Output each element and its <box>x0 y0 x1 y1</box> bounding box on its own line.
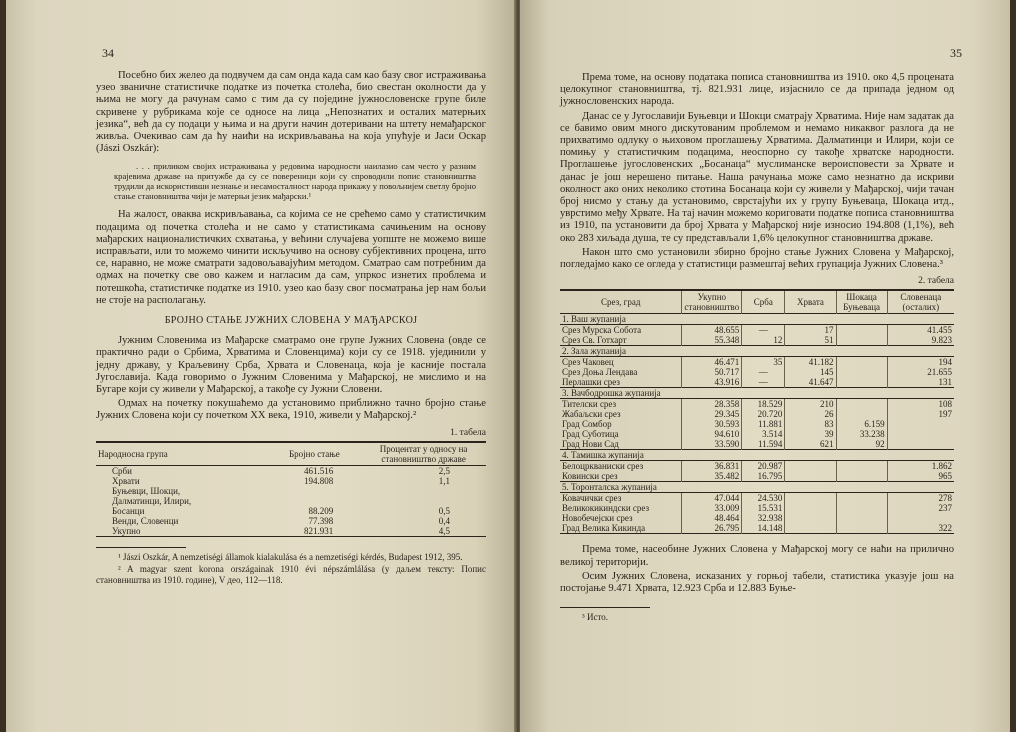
paragraph: Према томе, насеобине Јужних Словена у Мађарској могу се наћи на прилично великој територији. <box>560 544 954 568</box>
table-cell: 30.593 <box>682 419 742 429</box>
table-cell: 47.044 <box>682 493 742 504</box>
table-header: Срез, град <box>560 290 682 314</box>
table-cell: 21.655 <box>927 367 952 378</box>
page-number-left: 34 <box>102 46 114 60</box>
table-cell: 94.610 <box>682 429 742 439</box>
table-cell: 965 <box>938 471 952 482</box>
table-cell <box>785 513 836 523</box>
footnote-divider <box>96 547 186 548</box>
table-cell: Срби <box>112 465 132 476</box>
table-cell: 77.398 <box>308 515 334 526</box>
table-cell <box>887 429 954 439</box>
table-header: Бројно стање <box>289 448 340 459</box>
table-cell: 12 <box>742 335 785 346</box>
table-cell: 821.931 <box>303 525 334 536</box>
table-section-row <box>560 346 954 357</box>
table-cell <box>836 513 887 523</box>
table-cell: Срез Св. Готхарт <box>560 335 682 346</box>
table-cell: — <box>742 325 785 336</box>
table-cell: Укупно <box>112 525 141 536</box>
table-cell: 35.482 <box>682 471 742 482</box>
table-cell: 33.009 <box>682 503 742 513</box>
table-cell: 194.808 <box>303 475 334 486</box>
table-cell: 14.148 <box>742 523 785 534</box>
table-cell <box>361 486 486 496</box>
table-header: Шокаца Буњеваца <box>836 290 887 314</box>
footnote: ² A magyar szent korona országainak 1910 évi népszámlálása (у даљем тексту: Попис становништва из 1910. године), V део, 112—118. <box>96 564 486 585</box>
left-page-body <box>96 70 486 587</box>
table-section-title: 4. Тамишка жупанија <box>560 450 954 461</box>
table-cell: 83 <box>785 419 836 429</box>
table-cell: 41.182 <box>785 357 836 368</box>
table-cell: 237 <box>938 503 952 514</box>
table-cell <box>836 523 887 534</box>
table-cell: 43.916 <box>682 377 742 388</box>
table-cell: Срез Чаковец <box>560 357 682 368</box>
table-cell <box>887 419 954 429</box>
table-cell: 41.455 <box>927 325 952 336</box>
table-cell: 194 <box>938 357 952 368</box>
table-cell <box>836 503 887 513</box>
table-header: Народносна група <box>98 448 168 459</box>
table-header: Хрвата <box>785 290 836 314</box>
right-page <box>520 0 1016 732</box>
table-cell <box>836 493 887 504</box>
table-cell: Великокикиндски срез <box>560 503 682 513</box>
table-cell: 55.348 <box>682 335 742 346</box>
table-cell: 2,5 <box>438 465 450 476</box>
table-cell <box>836 471 887 482</box>
table-cell <box>836 335 887 346</box>
table-cell <box>268 496 362 506</box>
paragraph: Одмах на почетку покушаћемо да установимо приближно тачно бројно стање Јужних Словена који су почетком XX века, 1910, живели у Мађарској.² <box>96 398 486 422</box>
footnote: ³ Исто. <box>582 612 609 623</box>
table-cell: Град Сомбор <box>560 419 682 429</box>
table-cell: 197 <box>938 409 952 420</box>
table-section-title: 3. Вачбодрошка жупанија <box>560 388 954 399</box>
table-cell: 39 <box>785 429 836 439</box>
table-cell: 48.464 <box>682 513 742 523</box>
table-cell: 51 <box>785 335 836 346</box>
table-cell: 0,4 <box>438 515 450 526</box>
table-cell: 621 <box>785 439 836 450</box>
table-cell: Град Нови Сад <box>560 439 682 450</box>
table-cell <box>785 523 836 534</box>
table-cell: 48.655 <box>682 325 742 336</box>
table-cell: Тителски срез <box>560 399 682 410</box>
table-cell: 35 <box>742 357 785 368</box>
table-cell: Град Велика Кикинда <box>560 523 682 534</box>
table-cell: Хрвати <box>112 475 140 486</box>
table-header: Словенаца (осталих) <box>900 292 942 313</box>
table-row <box>560 335 954 346</box>
table-cell: 24.530 <box>742 493 785 504</box>
table-cell: 145 <box>785 367 836 377</box>
table-cell: Босанци <box>112 505 145 516</box>
table-header: Процентат у односу на становништво државе <box>379 443 468 464</box>
footnote-divider <box>560 607 650 608</box>
table-cell: Буњевци, Шокци, <box>112 485 181 496</box>
table-cell <box>785 503 836 513</box>
table-2 <box>560 289 954 534</box>
table-cell: Венди, Словенци <box>112 515 179 526</box>
page-number-right: 35 <box>950 46 962 60</box>
table-cell: 461.516 <box>303 465 334 476</box>
table-cell: 6.159 <box>836 419 887 429</box>
paragraph: Након што смо установили збирно бројно стање Јужних Словена у Мађарској, погледајмо како се огледа у статистици размештај већих групација Јужних Словена.³ <box>560 246 954 271</box>
table-cell <box>836 325 887 336</box>
paragraph: Осим Јужних Словена, исказаних у горњој табели, статистика указује још на постојање 9.471 Хрвата, 12.923 Срба и 12.883 Буње- <box>560 570 954 595</box>
table-cell: 1.862 <box>931 461 952 472</box>
table-cell: 9.823 <box>931 335 952 346</box>
table-row <box>560 513 954 523</box>
table-row <box>560 357 954 368</box>
table-cell: Новобечејски срез <box>560 513 682 523</box>
table-row <box>560 503 954 513</box>
table-cell: 278 <box>938 493 952 504</box>
table-cell: Далматинци, Илири, <box>112 495 192 506</box>
table-cell: 4,5 <box>438 525 450 536</box>
table-cell <box>785 461 836 472</box>
table-row <box>560 325 954 336</box>
table-cell: Перлашки срез <box>560 377 682 388</box>
table-section-title: 5. Торонталска жупанија <box>560 482 954 493</box>
table-row <box>560 367 954 377</box>
paragraph: Према томе, на основу података пописа становништва из 1910. око 4,5 процената целокупног становништва, тј. 821.931 лице, изјаснило се да припада једном од јужнословенских народа. <box>560 72 954 108</box>
table-row <box>560 493 954 504</box>
table-cell: 32.938 <box>742 513 785 523</box>
table-1 <box>96 441 486 537</box>
table-caption: 1. табела <box>450 427 486 438</box>
table-cell: 11.881 <box>742 419 785 429</box>
table-cell: 26.795 <box>682 523 742 534</box>
table-cell: 11.594 <box>742 439 785 450</box>
table-cell <box>887 513 954 523</box>
table-header: Срба <box>742 290 785 314</box>
paragraph: Посебно бих желео да подвучем да сам онда када сам као базу свог истраживања узео званичне статистичке податке из почетка столећа, био свестан околности да у њима не могу да рачунам само с тим да су поједине јужнословенске групе биле скривене у рубрикама које се односе на лица „Непознатих и осталих матерњих језика“, већ да су подаци у њима и на други начин дотеривани на штету немађарског живља. Очекивао сам да ћу наићи на искривљавања на која упућује и Јаси Оскар (Jászi Oszkár): <box>96 70 486 155</box>
table-cell: 26 <box>785 409 836 419</box>
paragraph: На жалост, оваква искривљавања, са којима се не срећемо само у статистичким подацима од почетка столећа и не само у статистикама сачињеним на основу мађарских националистичких схватања, у већини случајева уопште не можемо више исправљати, или то можемо чинити искључиво на основу субјективних процена, што се, наравно, не може сматрати задовољавајућим методом. Сматрао сам потребним да одмах на почетку све ово кажем и нагласим да сам, упркос изнетих проблема и потешкоћа, статистичке податке из 1910. узео као базу свог посматрања јер нам бољи не стоје на располагању. <box>96 209 486 306</box>
table-1-body <box>96 465 486 536</box>
table-cell: 20.720 <box>742 409 785 419</box>
table-section-title: 1. Ваш жупанија <box>560 314 954 325</box>
table-row <box>560 399 954 410</box>
table-section-row <box>560 314 954 325</box>
table-cell: Жабаљски срез <box>560 409 682 419</box>
table-cell: 18.529 <box>742 399 785 410</box>
table-cell <box>836 409 887 419</box>
table-cell: 108 <box>938 399 952 410</box>
right-page-body <box>560 72 954 625</box>
block-quote: . . . приликом својих истраживања у редовима народности наилазио сам често у разним крајевима државе на притужбе да су се повереници који су спроводили попис становништва трудили да искористивши незнање и несамосталност народа прикажу у повољнијем светлу бројно стање становништва чији је матерњи језик мађарски.¹ <box>114 161 476 202</box>
table-row <box>560 471 954 482</box>
paragraph: Данас се у Југославији Буњевци и Шокци сматрају Хрватима. Није нам задатак да се бавимо овим много дискутованим проблемом и немамо никаквог разлога да не прихватимо одлуку о њиховом проглашењу Хрватима. Далматинци и Илири, који се помињу у статистичким подацима, неоспорно су такође хрватске народности. Проглашење југословенских „Босанаца“ муслиманске вероисповести за Хрвате и данас је још нерешено питање. Наша рачунања може само незнатно да искриви околност ако оних неколико стотина Босанаца који су живели у Мађарској, чији тачан број нисмо у стању да установимо, сврстајући их у групу Буњеваца, Шокаца итд., уврстимо међу Хрвате. На тај начин можемо кориговати податке пописа становништва из 1910, па установити да број Хрвата у Мађарској није износио 194.808 (1,1%), већ око 283 хиљада душа, те су представљали 1,6% целокупног становништва државе. <box>560 110 954 244</box>
table-row <box>560 523 954 534</box>
table-cell: Ковински срез <box>560 471 682 482</box>
table-cell: Срез Доња Лендава <box>560 367 682 377</box>
footnote: ¹ Jászi Oszkár, A nemzetiségi államok kialakulása és a nemzetiségi kérdés, Budapest 1912, 395. <box>118 551 463 562</box>
table-row <box>560 461 954 472</box>
table-header: Укупно становништво <box>682 290 742 314</box>
paragraph: Јужним Словенима из Мађарске сматрамо оне групе Јужних Словена (овде се практично ради о Србима, Хрватима и Словенцима) који су се 1918. ујединили у једну државу, у Краљевину Срба, Хрвата и Словенаца, која је касније постала Југославија. Када говоримо о Јужним Словенима у Мађарској, не мислимо и на Бугаре који су живели у Мађарској, а такође су Јужни Словени. <box>96 335 486 396</box>
table-cell: — <box>742 377 785 388</box>
table-cell: 88.209 <box>308 505 334 516</box>
table-cell <box>836 399 887 410</box>
table-cell <box>887 439 954 450</box>
table-cell: 322 <box>938 523 952 534</box>
table-section-row <box>560 450 954 461</box>
table-cell: 17 <box>785 325 836 336</box>
table-cell: 1,1 <box>438 475 450 486</box>
table-cell: — <box>742 367 785 377</box>
table-row <box>96 465 486 476</box>
table-cell: Град Суботица <box>560 429 682 439</box>
table-cell <box>836 357 887 368</box>
table-cell: 131 <box>938 377 952 388</box>
table-cell <box>836 461 887 472</box>
table-2-body <box>560 314 954 534</box>
table-cell: 3.514 <box>742 429 785 439</box>
table-row <box>560 439 954 450</box>
table-cell: 28.358 <box>682 399 742 410</box>
table-cell <box>785 493 836 504</box>
table-cell: 0,5 <box>438 505 450 516</box>
table-row <box>560 429 954 439</box>
table-row <box>96 476 486 486</box>
table-row <box>96 486 486 496</box>
table-cell: 20.987 <box>742 461 785 472</box>
table-cell: 92 <box>836 439 887 450</box>
table-row <box>96 516 486 526</box>
table-cell: 50.717 <box>682 367 742 377</box>
table-cell <box>836 367 887 377</box>
table-cell: 33.238 <box>836 429 887 439</box>
table-cell <box>268 486 362 496</box>
table-cell: 210 <box>785 399 836 410</box>
table-row <box>96 496 486 506</box>
table-cell: 16.795 <box>742 471 785 482</box>
table-cell: 36.831 <box>682 461 742 472</box>
table-cell <box>785 471 836 482</box>
table-cell: 15.531 <box>742 503 785 513</box>
table-cell <box>361 496 486 506</box>
table-section-title: 2. Зала жупанија <box>560 346 954 357</box>
section-heading: БРОЈНО СТАЊЕ ЈУЖНИХ СЛОВЕНА У МАЂАРСКОЈ <box>164 315 418 327</box>
table-cell: 33.590 <box>682 439 742 450</box>
table-section-row <box>560 388 954 399</box>
table-caption: 2. табела <box>918 276 954 287</box>
table-cell: Ковачички срез <box>560 493 682 504</box>
table-row <box>96 526 486 537</box>
table-row <box>560 419 954 429</box>
table-cell: 29.345 <box>682 409 742 419</box>
table-row <box>560 377 954 388</box>
table-cell: Белоцркваниски срез <box>560 461 682 472</box>
table-row <box>560 409 954 419</box>
table-cell: 46.471 <box>682 357 742 368</box>
table-cell: 41.647 <box>785 377 836 388</box>
table-row <box>96 506 486 516</box>
table-cell: Срез Мурска Собота <box>560 325 682 336</box>
table-section-row <box>560 482 954 493</box>
table-cell <box>836 377 887 388</box>
